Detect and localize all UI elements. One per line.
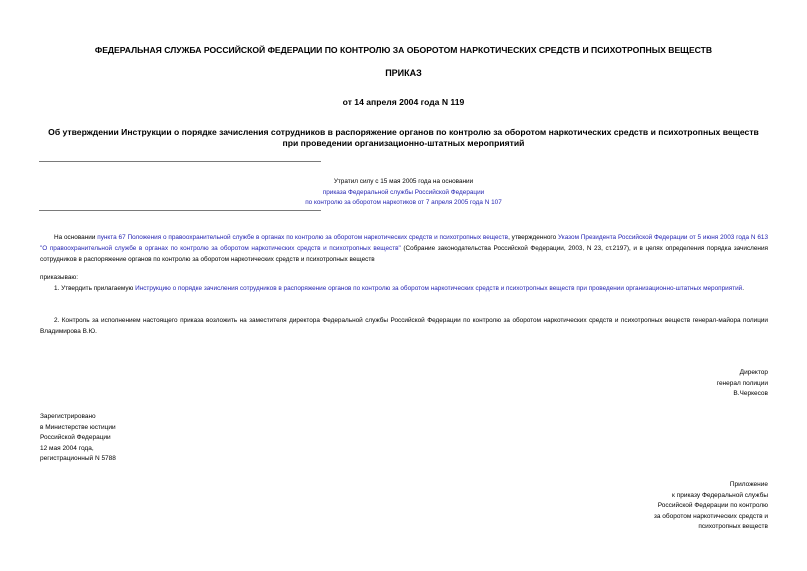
item-1-link-instruction[interactable]: Инструкцию о порядке зачисления сотрудников в распоряжение органов по контролю за оборотом наркотических средств и психотропных веществ при проведении организационно-штатных мероприятий	[135, 285, 743, 292]
appendix-line-1: Приложение	[729, 481, 768, 488]
signature-rank: генерал полиции	[716, 379, 768, 387]
appendix-line-5: психотропных веществ	[698, 523, 768, 531]
signature-position: Директор	[739, 369, 768, 376]
appendix-line-4: за оборотом наркотических средств и	[653, 512, 768, 520]
divider-top	[39, 161, 321, 162]
item-2: 2. Контроль за исполнением настоящего приказа возложить на заместителя директора Федеральной службы Российской Федерации по контролю за оборотом наркотических средств и психотропных веществ генерал-майора полиции Владимирова В.Ю.	[40, 317, 768, 336]
order-title: Об утверждении Инструкции о порядке зачисления сотрудников в распоряжение органов по контролю за оборотом наркотических средств и психотропных веществ при проведении организационно-штатных мероприятий	[48, 127, 759, 148]
divider-bottom	[39, 210, 321, 211]
appendix-line-3: Российской Федерации по контролю	[657, 502, 768, 510]
document-type: ПРИКАЗ	[385, 68, 422, 78]
signature-block	[560, 368, 768, 400]
registration-line-2: в Министерстве юстиции	[40, 423, 116, 431]
order-date-number: от 14 апреля 2004 года N 119	[342, 97, 465, 107]
preamble-text-1: На основании	[54, 234, 98, 241]
status-note	[180, 177, 627, 209]
registration-block	[40, 412, 240, 465]
item-1-end: .	[742, 285, 745, 292]
appendix-block	[520, 480, 768, 533]
agency-heading: ФЕДЕРАЛЬНАЯ СЛУЖБА РОССИЙСКОЙ ФЕДЕРАЦИИ ПО КОНТРОЛЮ ЗА ОБОРОТОМ НАРКОТИЧЕСКИХ СРЕДСТВ И ПСИХОТРОПНЫХ ВЕЩЕСТВ	[94, 45, 713, 55]
status-note-text: Утратил силу с 15 мая 2005 года на основании	[333, 178, 474, 185]
preamble-paragraph	[40, 232, 768, 266]
preamble-link-regulation[interactable]: пункта 67 Положения о правоохранительной службе в органах по контролю за оборотом наркотических средств и психотропных веществ	[97, 234, 509, 241]
appendix-line-2: к приказу Федеральной службы	[672, 491, 768, 499]
order-word: приказываю:	[40, 274, 78, 281]
status-note-link-1[interactable]: приказа Федеральной службы Российской Федерации	[322, 188, 485, 196]
preamble-text-2: , утвержденного	[508, 234, 558, 241]
preamble-link-decree[interactable]: Указом Президента Российской Федерации от 5 июня 2003 года N 613 "О правоохранительной службе в органах по контролю за оборотом наркотических средств и психотропных веществ"	[40, 234, 768, 253]
registration-line-4: 12 мая 2004 года,	[40, 444, 94, 452]
registration-line-1: Зарегистрировано	[40, 413, 96, 420]
item-1-text: 1. Утвердить прилагаемую	[54, 285, 136, 292]
item-1	[40, 283, 768, 294]
signature-name: В.Черкесов	[733, 390, 768, 398]
registration-line-3: Российской Федерации	[40, 434, 111, 442]
preamble-text-3: (Собрание законодательства Российской Федерации, 2003, N 23, ст.2197), и в целях определения порядка зачисления сотрудников в распоряжение органов по контролю за оборотом наркотических средств и психотропных веществ	[40, 245, 768, 264]
registration-line-5: регистрационный N 5788	[40, 455, 116, 463]
status-note-link-2[interactable]: по контролю за оборотом наркотиков от 7 апреля 2005 года N 107	[305, 199, 502, 206]
